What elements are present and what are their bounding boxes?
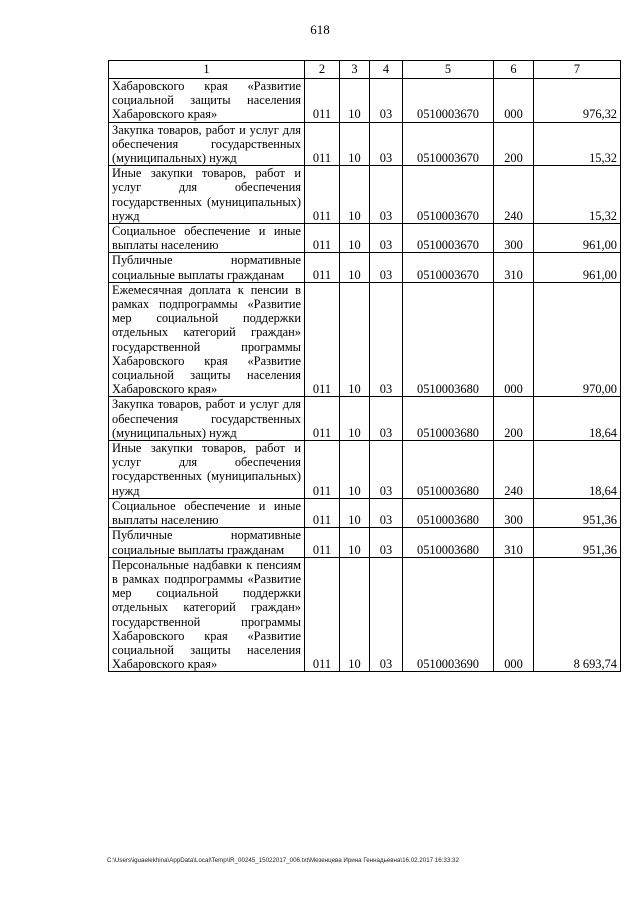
header-cell: 4 bbox=[370, 61, 403, 79]
row-col3: 10 bbox=[340, 253, 370, 282]
row-col5: 0510003680 bbox=[403, 397, 494, 441]
row-col6: 000 bbox=[494, 282, 534, 397]
row-col2: 011 bbox=[305, 122, 340, 166]
table-row bbox=[109, 253, 621, 282]
row-col2: 011 bbox=[305, 557, 340, 672]
row-name: Иные закупки товаров, работ и услуг для обеспечения государственных (муниципальных) нужд bbox=[109, 166, 305, 224]
row-col6: 300 bbox=[494, 498, 534, 527]
row-col2: 011 bbox=[305, 79, 340, 123]
row-col2: 011 bbox=[305, 224, 340, 253]
row-name: Хабаровского края «Развитие социальной защиты населения Хабаровского края» bbox=[109, 79, 305, 123]
row-col7: 961,00 bbox=[534, 253, 621, 282]
row-col7: 951,36 bbox=[534, 498, 621, 527]
row-col5: 0510003670 bbox=[403, 79, 494, 123]
header-cell: 3 bbox=[340, 61, 370, 79]
row-col3: 10 bbox=[340, 224, 370, 253]
table-row bbox=[109, 441, 621, 499]
table-row bbox=[109, 282, 621, 397]
row-col6: 310 bbox=[494, 253, 534, 282]
row-col4: 03 bbox=[370, 224, 403, 253]
row-col6: 300 bbox=[494, 224, 534, 253]
row-col2: 011 bbox=[305, 253, 340, 282]
row-col6: 000 bbox=[494, 557, 534, 672]
row-col2: 011 bbox=[305, 282, 340, 397]
row-col7: 961,00 bbox=[534, 224, 621, 253]
row-col7: 18,64 bbox=[534, 397, 621, 441]
row-name: Публичные нормативные социальные выплаты гражданам bbox=[109, 528, 305, 557]
page-number: 618 bbox=[310, 22, 330, 37]
row-col4: 03 bbox=[370, 282, 403, 397]
row-col6: 240 bbox=[494, 441, 534, 499]
row-col2: 011 bbox=[305, 397, 340, 441]
table-row bbox=[109, 224, 621, 253]
row-col5: 0510003680 bbox=[403, 282, 494, 397]
row-name: Социальное обеспечение и иные выплаты населению bbox=[109, 498, 305, 527]
row-col3: 10 bbox=[340, 397, 370, 441]
header-cell: 2 bbox=[305, 61, 340, 79]
row-col3: 10 bbox=[340, 498, 370, 527]
row-col7: 970,00 bbox=[534, 282, 621, 397]
row-col3: 10 bbox=[340, 441, 370, 499]
row-col5: 0510003670 bbox=[403, 253, 494, 282]
row-col6: 000 bbox=[494, 79, 534, 123]
row-col4: 03 bbox=[370, 122, 403, 166]
row-col2: 011 bbox=[305, 441, 340, 499]
header-cell: 5 bbox=[403, 61, 494, 79]
row-col4: 03 bbox=[370, 79, 403, 123]
row-col6: 200 bbox=[494, 122, 534, 166]
row-col2: 011 bbox=[305, 498, 340, 527]
row-col5: 0510003680 bbox=[403, 528, 494, 557]
row-col4: 03 bbox=[370, 397, 403, 441]
header-cell: 7 bbox=[534, 61, 621, 79]
header-cell: 6 bbox=[494, 61, 534, 79]
table-row bbox=[109, 166, 621, 224]
row-col5: 0510003690 bbox=[403, 557, 494, 672]
row-col7: 976,32 bbox=[534, 79, 621, 123]
table-row bbox=[109, 557, 621, 672]
row-col4: 03 bbox=[370, 166, 403, 224]
header-cell: 1 bbox=[109, 61, 305, 79]
table-row bbox=[109, 122, 621, 166]
row-col4: 03 bbox=[370, 528, 403, 557]
row-name: Иные закупки товаров, работ и услуг для обеспечения государственных (муниципальных) нужд bbox=[109, 441, 305, 499]
row-col3: 10 bbox=[340, 79, 370, 123]
row-col7: 8 693,74 bbox=[534, 557, 621, 672]
row-col3: 10 bbox=[340, 122, 370, 166]
row-col5: 0510003670 bbox=[403, 224, 494, 253]
row-col5: 0510003670 bbox=[403, 166, 494, 224]
row-col3: 10 bbox=[340, 557, 370, 672]
row-col3: 10 bbox=[340, 528, 370, 557]
row-col7: 18,64 bbox=[534, 441, 621, 499]
row-name: Ежемесячная доплата к пенсии в рамках подпрограммы «Развитие мер социальной поддержки отдельных категорий граждан» государственной программы Хабаровского края «Развитие социальной защиты населения Хабаровского края» bbox=[109, 282, 305, 397]
row-name: Закупка товаров, работ и услуг для обеспечения государственных (муниципальных) нужд bbox=[109, 397, 305, 441]
table-row bbox=[109, 79, 621, 123]
row-col7: 15,32 bbox=[534, 122, 621, 166]
table-row bbox=[109, 498, 621, 527]
row-col7: 15,32 bbox=[534, 166, 621, 224]
row-name: Персональные надбавки к пенсиям в рамках подпрограммы «Развитие мер социальной поддержки отдельных категорий граждан» государственной программы Хабаровского края «Развитие социальной защиты населения Хабаровского края» bbox=[109, 557, 305, 672]
row-col3: 10 bbox=[340, 282, 370, 397]
table-row bbox=[109, 528, 621, 557]
table-row bbox=[109, 397, 621, 441]
row-col6: 310 bbox=[494, 528, 534, 557]
row-col4: 03 bbox=[370, 557, 403, 672]
row-col7: 951,36 bbox=[534, 528, 621, 557]
row-col2: 011 bbox=[305, 166, 340, 224]
row-col5: 0510003680 bbox=[403, 441, 494, 499]
row-col4: 03 bbox=[370, 441, 403, 499]
row-name: Социальное обеспечение и иные выплаты населению bbox=[109, 224, 305, 253]
row-col5: 0510003670 bbox=[403, 122, 494, 166]
file-path-footer: C:\Users\iguaelekhina\AppData\Local\Temp\IR_00245_15022017_006.txt\Мезенцева Ирина Геннадьевна\16.02.2017 16:33:32 bbox=[107, 857, 459, 864]
table-header-row bbox=[109, 61, 621, 79]
budget-table bbox=[108, 60, 621, 672]
row-col6: 240 bbox=[494, 166, 534, 224]
row-col5: 0510003680 bbox=[403, 498, 494, 527]
row-col3: 10 bbox=[340, 166, 370, 224]
row-col2: 011 bbox=[305, 528, 340, 557]
row-col6: 200 bbox=[494, 397, 534, 441]
row-col4: 03 bbox=[370, 253, 403, 282]
row-name: Закупка товаров, работ и услуг для обеспечения государственных (муниципальных) нужд bbox=[109, 122, 305, 166]
row-col4: 03 bbox=[370, 498, 403, 527]
row-name: Публичные нормативные социальные выплаты гражданам bbox=[109, 253, 305, 282]
